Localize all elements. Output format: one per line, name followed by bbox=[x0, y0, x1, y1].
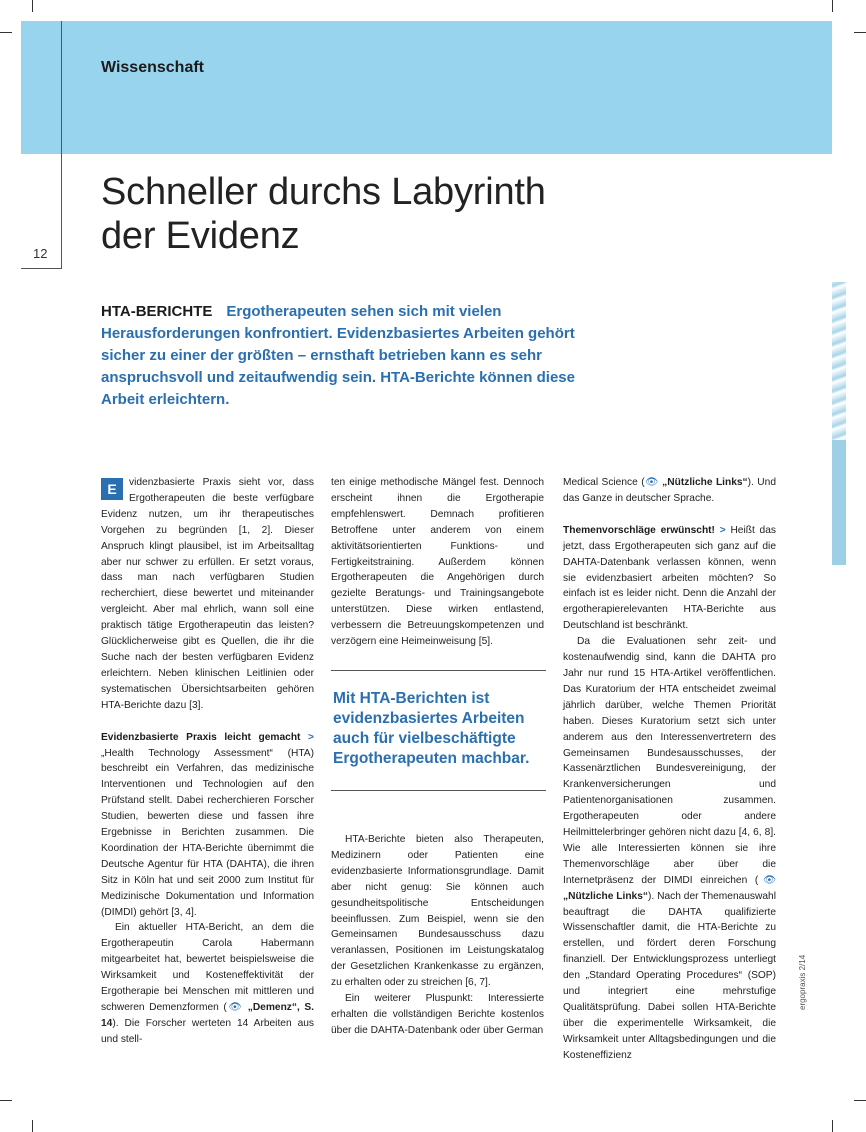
paragraph bbox=[563, 523, 776, 634]
paragraph bbox=[563, 634, 776, 1063]
pull-quote-rule bbox=[331, 670, 546, 671]
crop-mark bbox=[832, 0, 833, 12]
text-column-3 bbox=[563, 475, 776, 1064]
decorative-stripe bbox=[832, 440, 846, 565]
page-number-rule bbox=[21, 268, 62, 269]
cross-reference-link[interactable]: „Demenz“, S. 14 bbox=[101, 1002, 315, 1029]
paragraph-text: Medical Science ( bbox=[563, 477, 645, 488]
margin-rule bbox=[61, 154, 62, 269]
crop-mark bbox=[854, 1100, 866, 1101]
paragraph: HTA-Berichte bieten also Therapeuten, Medizinern oder Patienten eine evidenzbasierte Informationsgrundlage. Damit aber nicht genug: Sie können auch gesundheitspolitische Entscheidungen beeinflussen. Zum Beispiel, wenn sie den Gemeinsamen Bundesausschuss dazu veranlassen, Positionen im Leistungskatalog der Gesetzlichen Krankenkasse zu ergänzen, zu erhalten oder zu streichen [6, 7]. bbox=[331, 834, 544, 989]
crop-mark bbox=[0, 1100, 12, 1101]
teaser-text: Ergotherapeuten sehen sich mit vielen Herausforderungen konfrontiert. Evidenzbasiertes Arbeiten gehört sicher zu einer der größten – ernsthaft betrieben kann es sehr anspruchsvoll und zeitaufwendig sein. HTA-Berichte können diese Arbeit erleichtern. bbox=[101, 303, 575, 408]
eye-icon: 👁 bbox=[644, 477, 659, 488]
crop-mark bbox=[32, 0, 33, 12]
chevron-right-icon: > bbox=[719, 524, 726, 536]
paragraph-text: Da die Evaluationen sehr zeit- und kostenaufwendig sind, kann die DAHTA pro Jahr nur rund 15 HTA-Artikel veröffentlichen. Das Kuratorium der HTA entscheidet zweimal jährlich darüber, welche Themen Priorität haben. Dieses Kuratorium setzt sich unter anderem aus den Interessenvertretern des Gemeinsamen Bundesausschusses, der Kassenärztlichen Bundesvereinigung, der Krankenversicherungen und Patientenorganisationen zusammen. Ergotherapeuten oder andere Heilmittelerbringer gehören nicht dazu [4, 6, 8]. Wie alle Interessierten können sie ihre Themenvorschläge aber über die Internetpräsenz der DIMDI einreichen ( bbox=[563, 636, 776, 886]
crop-mark bbox=[832, 1120, 833, 1132]
paragraph-text: ). Und das Ganze in deutscher Sprache. bbox=[563, 477, 776, 504]
paragraph-text: ). Die Forscher werteten 14 Arbeiten aus und stell- bbox=[101, 1017, 314, 1045]
page-number: 12 bbox=[33, 246, 48, 261]
paragraph-text: „Health Technology Assessment“ (HTA) beschreibt ein Verfahren, das medizinische Interventionen und Technologien auf den Prüfstand stellt. Dabei recherchieren Forscher Studien, bewerten diese und fassen ihre Ergebnisse in Berichten zusammen. Die Koordination der HTA-Berichte übernimmt die Deutsche Agentur für HTA (DAHTA), die ihren Sitz in Köln hat und seit 2000 zum Institut für Medizinische Dokumentation und Information (DIMDI) gehört [3, 4]. bbox=[101, 747, 314, 918]
crop-mark bbox=[0, 32, 12, 33]
title-line-1: Schneller durchs Labyrinth bbox=[101, 171, 546, 213]
text-column-2 bbox=[331, 475, 544, 650]
paragraph bbox=[101, 730, 314, 921]
paragraph: ten einige methodische Mängel fest. Dennoch erscheint ihnen die Ergotherapie empfehlenswert. Demnach profitieren Betroffene unter anderem von einem aktivitätsorientierten Funktions- und Fertigkeitstraining. Außerdem können Ergotherapeuten die Angehörigen durch gezielte Beratungs- und Trainingsangebote unterstützen. Diese wirken entlastend, verbessern die Betreuungskompetenzen und verzögern eine Heimeinweisung [5]. bbox=[331, 477, 544, 648]
crop-mark bbox=[854, 32, 866, 33]
paragraph-text: Ein aktueller HTA-Bericht, an dem die Ergotherapeutin Carola Habermann mitgearbeitet hat, bewertet beispielsweise die Wirksamkeit und Kosteneffektivität der Ergotherapie bei Menschen mit mittleren und schweren Demenzformen ( bbox=[101, 922, 314, 1013]
header-banner bbox=[21, 21, 832, 154]
paragraph bbox=[101, 920, 314, 1047]
cross-reference-link[interactable]: „Nützliche Links“ bbox=[563, 890, 648, 902]
section-label: Wissenschaft bbox=[101, 59, 204, 76]
paragraph: Ein weiterer Pluspunkt: Interessierte erhalten die vollständigen Berichte kostenlos über die DAHTA-Datenbank oder über German bbox=[331, 993, 544, 1036]
chevron-right-icon: > bbox=[308, 731, 314, 743]
pull-quote-box bbox=[331, 670, 546, 769]
eye-icon: 👁 bbox=[758, 874, 776, 886]
crop-mark bbox=[32, 1120, 33, 1132]
subheading: Evidenzbasierte Praxis leicht gemacht bbox=[101, 731, 301, 743]
eye-icon: 👁 bbox=[226, 1002, 244, 1013]
paragraph bbox=[101, 475, 314, 714]
paragraph-text: videnzbasierte Praxis sieht vor, dass Ergotherapeuten die beste verfügbare Evidenz nutzen, um ihr therapeutisches Vorgehen zu begründen [1, 2]. Dieser Anspruch klingt plausibel, ist im Arbeitsalltag aber nur schwer zu erfüllen. Er setzt voraus, dass man nach verfügbaren Studien recherchiert, diese bewertet und miteinander vergleicht. Aber mal ehrlich, wann soll eine praktisch tätige Ergotherapeutin das leisten? Glücklicherweise gibt es Quellen, die ihr die Suche nach der besten verfügbaren Evidenz erleichtern. Neben klinischen Leitlinien oder systematischen Übersichtsarbeiten gehören HTA-Berichte dazu [3]. bbox=[101, 477, 314, 711]
drop-cap: E bbox=[101, 478, 123, 500]
paragraph bbox=[563, 475, 776, 507]
article-title bbox=[101, 170, 661, 258]
subheading: Themenvorschläge erwünscht! bbox=[563, 524, 715, 536]
paragraph-text: ). Nach der Themenauswahl beauftragt die DAHTA qualifizierte Wissenschaftler damit, die HTA-Berichte zu erstellen, und fördert deren Forschung finanziell. Der Entwicklungsprozess unterliegt den „Standard Operating Procedures“ (SOP) und integriert eine mehrstufige Qualitätsprüfung. Dabei sollen HTA-Berichte über die experimentelle Wirksamkeit, die Wirksamkeit unter Alltagsbedingungen und die Kosteneffizienz bbox=[563, 890, 776, 1061]
cross-reference-link[interactable]: „Nützliche Links“ bbox=[662, 477, 748, 488]
issue-label: ergopraxis 2/14 bbox=[798, 954, 807, 1010]
article-teaser bbox=[101, 301, 611, 411]
pull-quote: Mit HTA-Berichten ist evidenzbasiertes Arbeiten auch für vielbeschäftigte Ergotherapeuten machbar. bbox=[333, 690, 530, 767]
title-line-2: der Evidenz bbox=[101, 215, 300, 257]
text-column-2-continued bbox=[331, 832, 544, 1039]
text-column-1 bbox=[101, 475, 314, 1048]
pull-quote-rule bbox=[331, 790, 546, 791]
margin-rule bbox=[61, 21, 62, 154]
paragraph-text: Heißt das jetzt, dass Ergotherapeuten sich ganz auf die DAHTA-Datenbank verlassen können, wenn sie evidenzbasiert arbeiten möchten? So einfach ist es leider nicht. Denn die Anzahl der ergotherapierelevanten HTA-Berichte aus Deutschland ist beschränkt. bbox=[563, 524, 776, 632]
kicker: HTA-BERICHTE bbox=[101, 303, 213, 320]
